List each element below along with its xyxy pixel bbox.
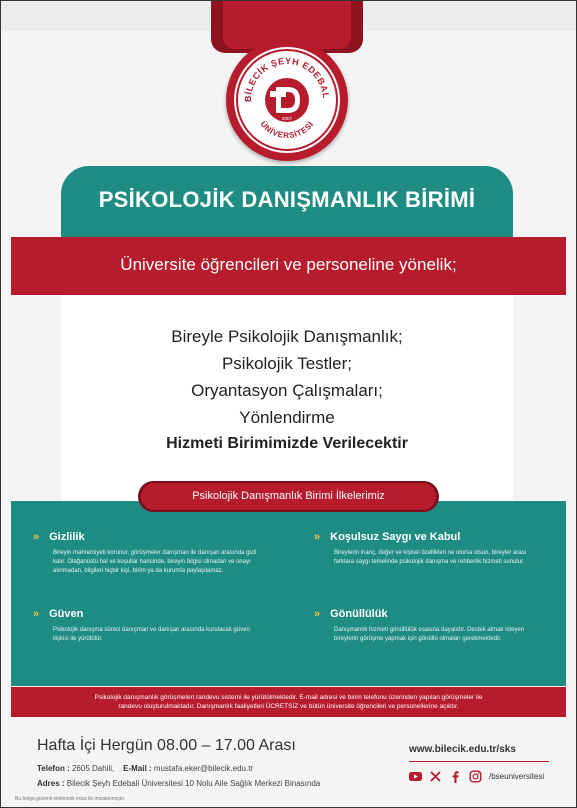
- logo-top-text: BİLECİK ŞEYH EDEBAL: [242, 55, 332, 103]
- social-links: [409, 769, 544, 783]
- principle-title: Koşulsuz Saygı ve Kabul: [330, 531, 461, 543]
- contact-phone-email: [37, 764, 253, 773]
- logo-year: 2007: [281, 116, 293, 121]
- principle-kosulsuz-saygi: [314, 531, 544, 567]
- principle-title: Gönüllülük: [330, 608, 388, 620]
- service-item: Oryantasyon Çalışmaları;: [191, 381, 383, 400]
- services-closing: Hizmeti Birimimizde Verilecektir: [166, 435, 408, 452]
- page-title: PSİKOLOJİK DANIŞMANLIK BİRİMİ: [98, 187, 476, 212]
- svg-text:ÜNİVERSİTESİ: [258, 120, 315, 140]
- service-item: Bireyle Psikolojik Danışmanlık;: [171, 327, 403, 346]
- principle-text: Bireyin mahremiyeti korunur, görüşmeler danışman ile danışan arasında gizli kalır. Olağanüstü hal ve koşullar haricinde, bireyin bilgisi olmadan ve onayı alınmadan, bilgileri hiçbir kişi, birim ya da kurumla paylaşılamaz.: [53, 550, 257, 574]
- principle-text: Psikolojik danışma süreci danışman ve danışan arasında kurulacak güven ilişkisi ile yürütülür.: [53, 627, 250, 642]
- address-label: Adres :: [37, 779, 65, 788]
- website-link[interactable]: www.bilecik.edu.tr/sks: [409, 744, 516, 755]
- subtitle: Üniversite öğrencileri ve personeline yönelik;: [120, 255, 457, 274]
- principle-gonulluluk: [314, 608, 544, 644]
- chevron-right-icon: »: [33, 531, 40, 543]
- principle-title: Güven: [49, 608, 84, 620]
- principles-title: Psikolojik Danışmanlık Birimi İlkelerimiz: [141, 483, 436, 510]
- contact-address: [37, 779, 320, 788]
- principle-gizlilik: [33, 531, 263, 576]
- x-icon[interactable]: [429, 770, 442, 783]
- chevron-right-icon: »: [33, 608, 40, 620]
- notice-line: randevu oluşturulmaktadır. Danışmanlık faaliyetleri ÜCRETSİZ ve bütün üniversite öğrencileri ve personellerine açıktır.: [118, 703, 459, 710]
- principle-text: Danışmanlık hizmeti gönüllülük esasına dayalıdır. Destek almak isteyen bireylerin görüşme yapmak için gönüllü olmaları gerekmektedir.: [334, 627, 525, 642]
- principle-title: Gizlilik: [49, 531, 85, 543]
- service-item: Psikolojik Testler;: [221, 354, 353, 373]
- email-label: E-Mail :: [123, 764, 152, 773]
- chevron-right-icon: »: [314, 531, 321, 543]
- instagram-icon[interactable]: [469, 770, 482, 783]
- notice-line: Psikolojik danışmanlık görüşmeleri randevu sistemi ile yürütülmektedir. E-mail adresi ve birim telefonu üzerinden yapılan görüşmeler ile: [94, 694, 483, 701]
- service-item: Yönlendirme: [239, 408, 335, 427]
- principles-panel: [11, 501, 566, 686]
- website-underline: [409, 761, 549, 762]
- university-logo: [226, 39, 348, 161]
- chevron-right-icon: »: [314, 608, 321, 620]
- working-hours: Hafta İçi Hergün 08.00 – 17.00 Arası: [37, 737, 296, 754]
- principle-text: Bireylerin inanç, değer ve kişisel özellikleri ne olursa olsun, bireyler arası farklara saygı temelinde psikolojik danışma ve rehberlik hizmeti sunulur.: [334, 550, 527, 565]
- address-value: Bilecik Şeyh Edebali Üniversitesi 10 Nolu Aile Sağlık Merkezi Binasında: [66, 779, 321, 788]
- e-signature-note: Bu belge,güvenli elektronik imza ile imzalanmıştır.: [15, 796, 126, 802]
- logo-seal: [234, 47, 340, 153]
- phone-label: Telefon :: [37, 764, 70, 773]
- phone-value: 2605 Dahili,: [71, 764, 115, 773]
- principle-guven: [33, 608, 263, 644]
- facebook-icon[interactable]: [449, 770, 462, 783]
- social-handle[interactable]: /bseuniversitesi: [489, 771, 545, 781]
- youtube-icon[interactable]: [409, 770, 422, 783]
- appointment-notice: [21, 693, 556, 711]
- university-seal-icon: [234, 47, 340, 153]
- logo-bottom-text: ÜNİVERSİTESİ: [258, 119, 316, 141]
- email-value[interactable]: mustafa.eker@bilecik.edu.tr: [153, 764, 254, 773]
